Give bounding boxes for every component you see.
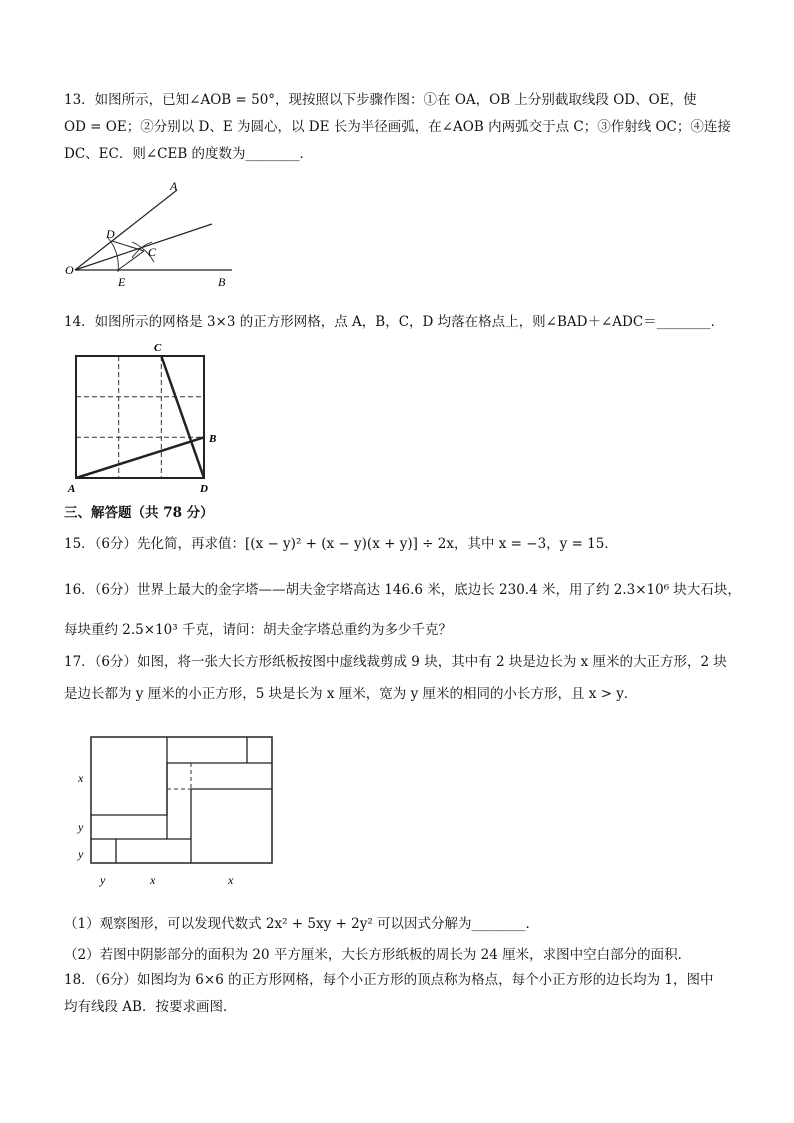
- q17-label-left-x: x: [78, 771, 84, 785]
- q17-line1: 17．（6分）如图，将一张大长方形纸板按图中虚线裁剪成 9 块，其中有 2 块是边长为 x 厘米的大正方形，2 块: [64, 654, 727, 670]
- q17-sub2: （2）若图中阴影部分的面积为 20 平方厘米，大长方形纸板的周长为 24 厘米，求图中空白部分的面积．: [64, 947, 692, 963]
- q14-label-C: C: [154, 342, 162, 354]
- q13-line3: DC、EC．则∠CEB 的度数为________．: [64, 146, 314, 162]
- q14-label-B: B: [209, 433, 217, 445]
- section-title: 三、解答题（共 78 分）: [64, 505, 214, 521]
- q13-label-C: C: [148, 245, 157, 259]
- q13-label-A: A: [170, 179, 178, 193]
- q18-line2: 均有线段 AB．按要求画图．: [64, 999, 237, 1015]
- q13-line2: OD = OE；②分别以 D、E 为圆心，以 DE 长为半径画弧，在∠AOB 内两弧交于点 C；③作射线 OC；④连接: [64, 119, 731, 135]
- q14-label-A: A: [68, 483, 76, 495]
- q17-label-left-y2: y: [78, 847, 84, 861]
- q17-label-left-y1: y: [78, 820, 84, 834]
- q17-label-bottom-x1: x: [150, 873, 156, 887]
- q17-figure: [64, 726, 284, 890]
- q13-label-O: O: [65, 263, 74, 277]
- q14-line1: 14．如图所示的网格是 3×3 的正方形网格，点 A，B，C，D 均落在格点上，则∠BAD＋∠ADC＝________．: [64, 314, 725, 330]
- q13-figure: [62, 172, 242, 296]
- q17-sub1: （1）观察图形，可以发现代数式 2x² + 5xy + 2y² 可以因式分解为________．: [64, 916, 540, 932]
- q16-line2: 每块重约 2.5×10³ 千克，请问：胡夫金字塔总重约为多少千克？: [64, 622, 452, 638]
- q14-label-D: D: [200, 483, 208, 495]
- q17-label-bottom-x2: x: [228, 873, 234, 887]
- q18-line1: 18．（6分）如图均为 6×6 的正方形网格，每个小正方形的顶点称为格点，每个小正方形的边长均为 1，图中: [64, 972, 714, 988]
- q13-label-E: E: [118, 275, 126, 289]
- q14-figure: [64, 340, 224, 496]
- q13-label-D: D: [106, 227, 115, 241]
- q13-label-B: B: [218, 275, 226, 289]
- q17-label-bottom-y: y: [100, 873, 106, 887]
- q16-line1: 16．（6分）世界上最大的金字塔——胡夫金字塔高达 146.6 米，底边长 230.4 米，用了约 2.3×10⁶ 块大石块，: [64, 582, 741, 598]
- q15-line1: 15．（6分）先化简，再求值：[(x − y)² + (x − y)(x + y)] ÷ 2x，其中 x = −3，y = 15．: [64, 536, 618, 552]
- q17-line2: 是边长都为 y 厘米的小正方形，5 块是长为 x 厘米，宽为 y 厘米的相同的小长方形，且 x > y．: [64, 686, 638, 702]
- q13-line1: 13．如图所示，已知∠AOB = 50°，现按照以下步骤作图：①在 OA，OB 上分别截取线段 OD、OE，使: [64, 92, 697, 108]
